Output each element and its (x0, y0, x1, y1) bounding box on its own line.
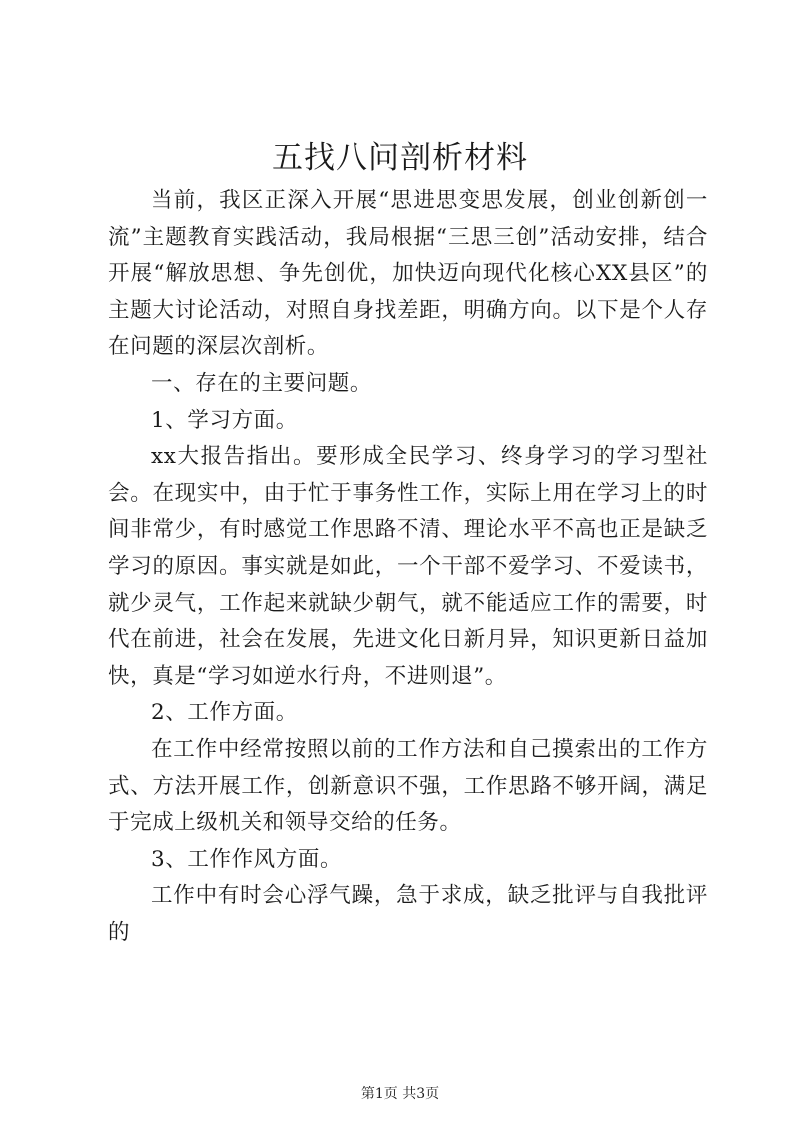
document-body (108, 183, 708, 951)
section-heading-main-problems: 一、存在的主要问题。 (151, 370, 373, 396)
intro-paragraph: 当前，我区正深入开展“思进思变思发展，创业创新创一流”主题教育实践活动，我局根据“三思三创”活动安排，结合开展“解放思想、争先创优，加快迈向现代化核心XX县区”的主题大讨论活动，对照自身找差距，明确方向。以下是个人存在问题的深层次剖析。 (108, 188, 708, 360)
subsection-heading-work-style: 3、工作作风方面。 (151, 846, 343, 872)
study-paragraph: xx大报告指出。要形成全民学习、终身学习的学习型社会。在现实中，由于忙于事务性工作，实际上用在学习上的时间非常少，有时感觉工作思路不清、理论水平不高也正是缺乏学习的原因。事实就是如此，一个干部不爱学习、不爱读书，就少灵气，工作起来就缺少朝气，就不能适应工作的需要，时代在前进，社会在发展，先进文化日新月异，知识更新日益加快，真是“学习如逆水行舟，不进则退”。 (108, 444, 708, 689)
subsection-heading-work: 2、工作方面。 (151, 700, 298, 726)
page-number-footer: 第1页 共3页 (360, 1086, 440, 1102)
document-title: 五找八问剖析材料 (272, 140, 528, 176)
subsection-heading-study: 1、学习方面。 (151, 407, 298, 433)
work-paragraph: 在工作中经常按照以前的工作方法和自己摸索出的工作方式、方法开展工作，创新意识不强，工作思路不够开阔，满足于完成上级机关和领导交给的任务。 (108, 736, 708, 836)
work-style-paragraph: 工作中有时会心浮气躁，急于求成，缺乏批评与自我批评的 (108, 883, 708, 945)
